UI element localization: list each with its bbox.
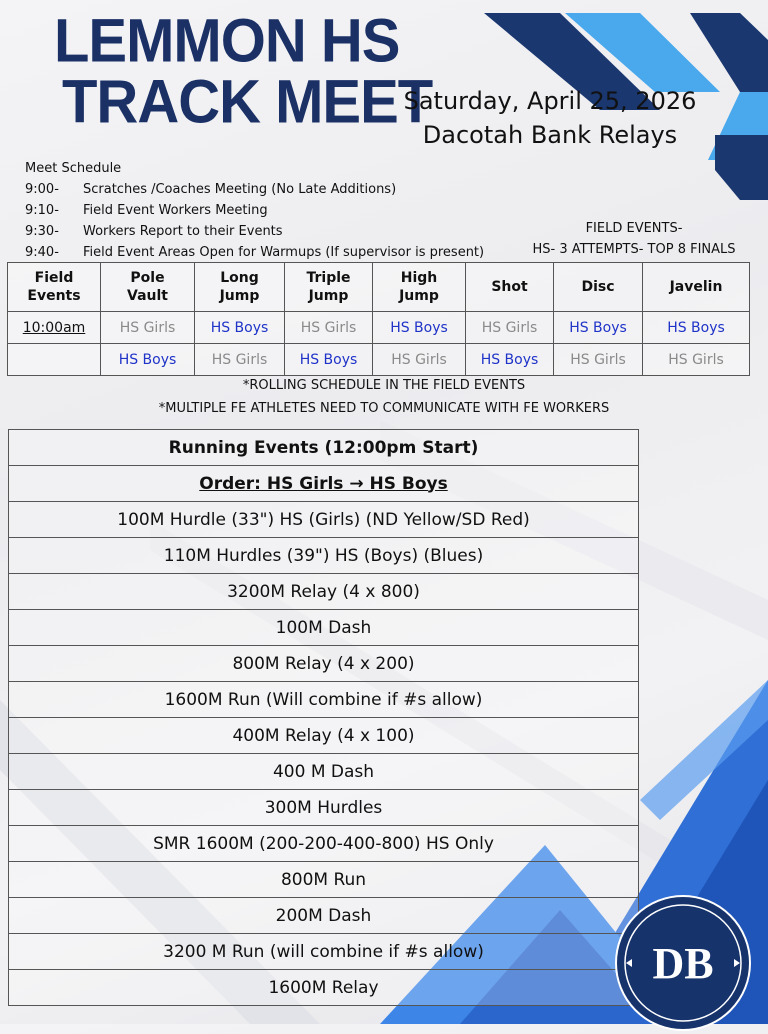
table-row bbox=[9, 862, 639, 898]
table-cell: HS Girls bbox=[643, 344, 750, 376]
field-col-header: High Jump bbox=[373, 263, 466, 312]
schedule-item bbox=[25, 200, 484, 221]
note-line2: *MULTIPLE FE ATHLETES NEED TO COMMUNICATE WITH FE WORKERS bbox=[158, 401, 610, 416]
table-cell: HS Boys bbox=[466, 344, 554, 376]
field-col-header: Field Events bbox=[8, 263, 101, 312]
running-event: 400 M Dash bbox=[9, 754, 639, 790]
running-event: 200M Dash bbox=[9, 898, 639, 934]
table-row bbox=[9, 970, 639, 1006]
schedule-desc: Field Event Areas Open for Warmups (If supervisor is present) bbox=[83, 245, 485, 260]
schedule-time: 9:10- bbox=[25, 203, 59, 218]
meet-info bbox=[400, 84, 700, 152]
note-line1: *ROLLING SCHEDULE IN THE FIELD EVENTS bbox=[242, 378, 526, 393]
table-cell: HS Boys bbox=[643, 312, 750, 344]
table-row bbox=[9, 826, 639, 862]
db-logo bbox=[612, 892, 754, 1034]
schedule-item bbox=[25, 221, 484, 242]
field-events-table bbox=[7, 262, 750, 376]
running-event: 100M Hurdle (33") HS (Girls) (ND Yellow/SD Red) bbox=[9, 502, 639, 538]
running-event: 800M Relay (4 x 200) bbox=[9, 646, 639, 682]
title-line1: LEMMON HS bbox=[54, 6, 400, 76]
logo-text: DB bbox=[652, 939, 714, 988]
table-cell bbox=[8, 344, 101, 376]
field-col-header: Long Jump bbox=[195, 263, 285, 312]
running-event: 3200M Relay (4 x 800) bbox=[9, 574, 639, 610]
table-cell: HS Boys bbox=[554, 312, 643, 344]
table-cell: HS Boys bbox=[285, 344, 373, 376]
table-row bbox=[9, 934, 639, 970]
table-row bbox=[9, 430, 639, 466]
table-row bbox=[9, 466, 639, 502]
schedule-item bbox=[25, 179, 484, 200]
table-row bbox=[8, 312, 750, 344]
title-line2: TRACK MEET bbox=[62, 67, 433, 137]
field-col-header: Triple Jump bbox=[285, 263, 373, 312]
schedule-time: 9:00- bbox=[25, 182, 59, 197]
table-cell: HS Girls bbox=[554, 344, 643, 376]
meet-schedule-heading: Meet Schedule bbox=[25, 161, 122, 176]
field-table-header-row bbox=[8, 263, 750, 312]
table-cell: HS Girls bbox=[466, 312, 554, 344]
table-row bbox=[9, 610, 639, 646]
table-cell: HS Girls bbox=[285, 312, 373, 344]
table-cell: HS Boys bbox=[101, 344, 195, 376]
field-events-note-line1: FIELD EVENTS- bbox=[585, 221, 683, 236]
table-row bbox=[9, 898, 639, 934]
running-event: SMR 1600M (200-200-400-800) HS Only bbox=[9, 826, 639, 862]
field-notes bbox=[0, 374, 768, 420]
running-event: 1600M Run (Will combine if #s allow) bbox=[9, 682, 639, 718]
page-title bbox=[52, 6, 433, 137]
meet-schedule bbox=[25, 158, 484, 263]
table-cell: HS Girls bbox=[373, 344, 466, 376]
running-heading: Running Events (12:00pm Start) bbox=[9, 430, 639, 466]
schedule-item bbox=[25, 242, 484, 263]
field-col-header: Shot bbox=[466, 263, 554, 312]
field-start-time: 10:00am bbox=[8, 312, 101, 344]
running-events-table bbox=[8, 429, 639, 1006]
running-event: 800M Run bbox=[9, 862, 639, 898]
schedule-time: 9:30- bbox=[25, 224, 59, 239]
table-row bbox=[9, 574, 639, 610]
running-event: 1600M Relay bbox=[9, 970, 639, 1006]
field-col-header: Pole Vault bbox=[101, 263, 195, 312]
table-cell: HS Boys bbox=[195, 312, 285, 344]
schedule-desc: Field Event Workers Meeting bbox=[83, 203, 268, 218]
schedule-time: 9:40- bbox=[25, 245, 59, 260]
table-row bbox=[9, 790, 639, 826]
schedule-desc: Scratches /Coaches Meeting (No Late Additions) bbox=[83, 182, 397, 197]
running-event: 100M Dash bbox=[9, 610, 639, 646]
table-cell: HS Girls bbox=[195, 344, 285, 376]
running-event: 3200 M Run (will combine if #s allow) bbox=[9, 934, 639, 970]
table-row bbox=[9, 718, 639, 754]
running-event: 300M Hurdles bbox=[9, 790, 639, 826]
meet-event-name: Dacotah Bank Relays bbox=[422, 121, 678, 149]
running-event: 110M Hurdles (39") HS (Boys) (Blues) bbox=[9, 538, 639, 574]
running-event: 400M Relay (4 x 100) bbox=[9, 718, 639, 754]
table-row bbox=[9, 538, 639, 574]
table-cell: HS Boys bbox=[373, 312, 466, 344]
field-events-note-line2: HS- 3 ATTEMPTS- TOP 8 FINALS bbox=[532, 242, 736, 257]
table-row bbox=[9, 502, 639, 538]
table-cell: HS Girls bbox=[101, 312, 195, 344]
field-col-header: Javelin bbox=[643, 263, 750, 312]
field-col-header: Disc bbox=[554, 263, 643, 312]
table-row bbox=[9, 754, 639, 790]
table-row bbox=[9, 646, 639, 682]
table-row bbox=[9, 682, 639, 718]
table-row bbox=[8, 344, 750, 376]
schedule-desc: Workers Report to their Events bbox=[83, 224, 283, 239]
meet-date: Saturday, April 25, 2026 bbox=[403, 87, 697, 115]
running-order: Order: HS Girls → HS Boys bbox=[9, 466, 639, 502]
field-events-note bbox=[522, 218, 746, 260]
